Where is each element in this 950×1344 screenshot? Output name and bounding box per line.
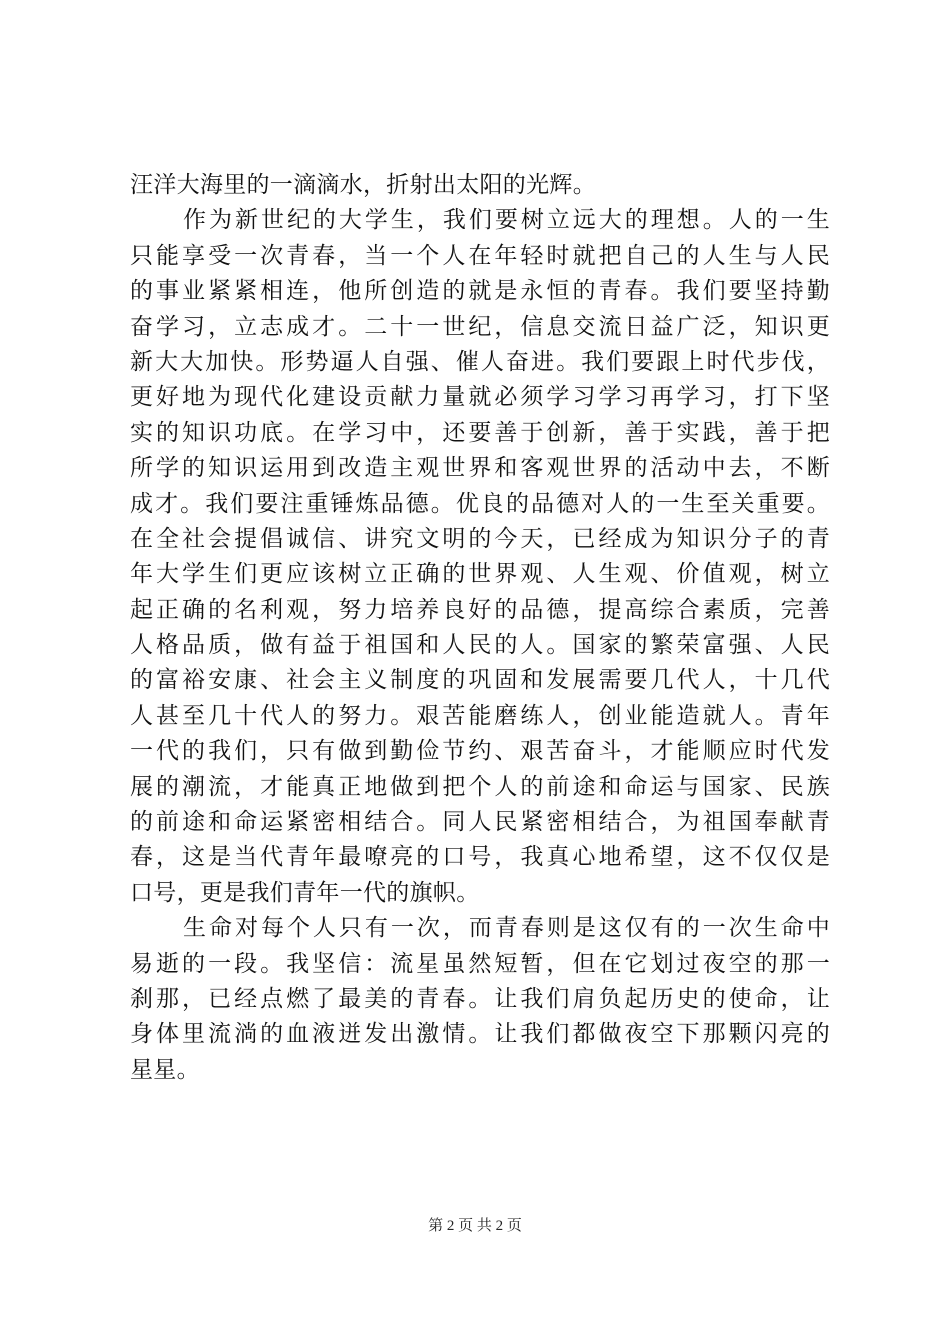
text-line: 的前途和命运紧密相结合。同人民紧密相结合，为祖国奉献青: [130, 809, 830, 836]
text-line: 汪洋大海里的一滴滴水，折射出太阳的光辉。: [130, 172, 596, 198]
text-line: 春，这是当代青年最嘹亮的口号，我真心地希望，这不仅仅是: [130, 844, 830, 871]
text-line: 口号，更是我们青年一代的旗帜。: [130, 879, 480, 906]
paragraph-continuation: [130, 168, 830, 203]
text-line: 在全社会提倡诚信、讲究文明的今天，已经成为知识分子的青: [130, 525, 830, 552]
text-line: 生命对每个人只有一次，而青春则是这仅有的一次生命中: [183, 915, 830, 942]
text-line: 作为新世纪的大学生，我们要树立远大的理想。人的一生: [183, 207, 830, 234]
paragraph-ideals: [130, 203, 830, 911]
text-line: 星星。: [130, 1056, 200, 1083]
text-line: 新大大加快。形势逼人自强、催人奋进。我们要跟上时代步伐，: [130, 348, 830, 375]
page-footer: [0, 1214, 950, 1235]
text-line: 人格品质，做有益于祖国和人民的人。国家的繁荣富强、人民: [130, 632, 830, 659]
text-line: 实的知识功底。在学习中，还要善于创新，善于实践，善于把: [130, 419, 830, 446]
text-line: 更好地为现代化建设贡献力量就必须学习学习再学习，打下坚: [130, 384, 830, 411]
text-line: 刹那，已经点燃了最美的青春。让我们肩负起历史的使命，让: [130, 985, 830, 1012]
text-line: 年大学生们更应该树立正确的世界观、人生观、价值观，树立: [130, 561, 830, 588]
text-line: 一代的我们，只有做到勤俭节约、艰苦奋斗，才能顺应时代发: [130, 738, 830, 765]
text-line: 展的潮流，才能真正地做到把个人的前途和命运与国家、民族: [130, 773, 830, 800]
text-line: 成才。我们要注重锤炼品德。优良的品德对人的一生至关重要。: [130, 490, 830, 517]
text-line: 易逝的一段。我坚信：流星虽然短暂，但在它划过夜空的那一: [130, 950, 830, 977]
text-line: 奋学习，立志成才。二十一世纪，信息交流日益广泛，知识更: [130, 313, 830, 340]
paragraph-youth: [130, 911, 830, 1088]
document-body: [130, 168, 830, 1088]
text-line: 身体里流淌的血液迸发出激情。让我们都做夜空下那颗闪亮的: [130, 1021, 830, 1048]
page-number: 第 2 页 共 2 页: [428, 1218, 522, 1234]
text-line: 的富裕安康、社会主义制度的巩固和发展需要几代人，十几代: [130, 667, 830, 694]
text-line: 的事业紧紧相连，他所创造的就是永恒的青春。我们要坚持勤: [130, 278, 830, 305]
text-line: 只能享受一次青春，当一个人在年轻时就把自己的人生与人民: [130, 242, 830, 269]
text-line: 人甚至几十代人的努力。艰苦能磨练人，创业能造就人。青年: [130, 702, 830, 729]
text-line: 起正确的名利观，努力培养良好的品德，提高综合素质，完善: [130, 596, 830, 623]
text-line: 所学的知识运用到改造主观世界和客观世界的活动中去，不断: [130, 455, 830, 482]
